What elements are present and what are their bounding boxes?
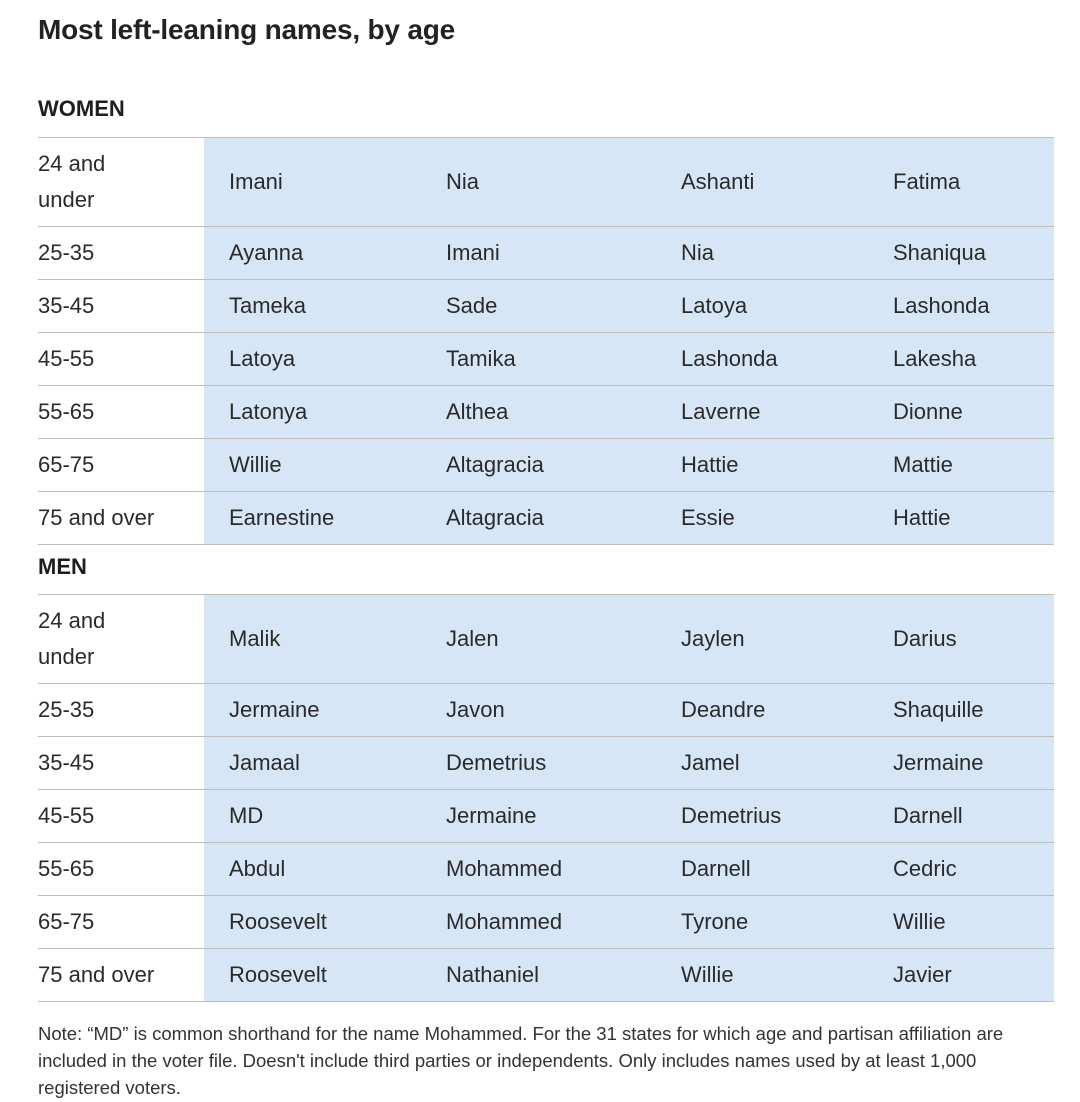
name-cell: Tyrone [681, 909, 749, 934]
name-cell: Jermaine [893, 750, 984, 775]
table-row [38, 895, 1054, 948]
name-cell: Tamika [446, 346, 516, 371]
name-cell: Sade [446, 293, 498, 318]
women-table [38, 137, 1054, 545]
name-cell: Shaniqua [893, 240, 986, 265]
table-row [38, 226, 1054, 279]
age-group-label: 24 and under [38, 608, 106, 669]
age-group-label: 24 and under [38, 151, 106, 212]
name-cell: Hattie [893, 505, 951, 530]
name-cell: Jaylen [681, 626, 745, 651]
age-group-label: 55-65 [38, 399, 95, 424]
name-cell: Imani [446, 240, 500, 265]
table-row [38, 137, 1054, 226]
name-cell: Mohammed [446, 856, 563, 881]
table-row [38, 683, 1054, 736]
name-cell: Lashonda [681, 346, 778, 371]
name-cell: Mohammed [446, 909, 563, 934]
name-cell: Jermaine [229, 697, 320, 722]
name-cell: Ashanti [681, 169, 755, 194]
name-cell: Javier [893, 962, 952, 987]
name-cell: Abdul [229, 856, 286, 881]
name-cell: Darnell [893, 803, 963, 828]
name-cell: MD [229, 803, 264, 828]
name-cell: Ayanna [229, 240, 304, 265]
name-cell: Jamel [681, 750, 740, 775]
chart-title: Most left-leaning names, by age [38, 14, 455, 45]
name-cell: Roosevelt [229, 962, 327, 987]
name-cell: Altagracia [446, 505, 544, 530]
name-cell: Hattie [681, 452, 739, 477]
name-cell: Nathaniel [446, 962, 539, 987]
name-cell: Willie [229, 452, 282, 477]
name-cell: Deandre [681, 697, 766, 722]
men-table [38, 594, 1054, 1002]
name-cell: Jamaal [229, 750, 300, 775]
name-cell: Nia [446, 169, 480, 194]
name-cell: Imani [229, 169, 283, 194]
age-group-label: 65-75 [38, 909, 95, 934]
age-group-label: 45-55 [38, 346, 95, 371]
name-cell: Essie [681, 505, 735, 530]
section-label-women: WOMEN [38, 96, 125, 121]
name-cell: Earnestine [229, 505, 335, 530]
age-group-label: 75 and over [38, 962, 155, 987]
name-cell: Darius [893, 626, 957, 651]
age-group-label: 35-45 [38, 293, 95, 318]
name-cell: Malik [229, 626, 281, 651]
table-row [38, 948, 1054, 1002]
age-group-label: 25-35 [38, 697, 95, 722]
table-row [38, 438, 1054, 491]
age-group-label: 25-35 [38, 240, 95, 265]
table-row [38, 736, 1054, 789]
name-cell: Shaquille [893, 697, 984, 722]
name-cell: Cedric [893, 856, 957, 881]
name-cell: Lakesha [893, 346, 977, 371]
name-cell: Althea [446, 399, 509, 424]
table-row [38, 385, 1054, 438]
table-row [38, 491, 1054, 545]
name-cell: Javon [446, 697, 505, 722]
name-cell: Laverne [681, 399, 761, 424]
table-row [38, 594, 1054, 683]
name-cell: Altagracia [446, 452, 544, 477]
age-group-label: 55-65 [38, 856, 95, 881]
name-cell: Demetrius [446, 750, 547, 775]
table-row [38, 842, 1054, 895]
name-cell: Mattie [893, 452, 953, 477]
name-cell: Jalen [446, 626, 499, 651]
table-row [38, 332, 1054, 385]
name-cell: Nia [681, 240, 715, 265]
name-cell: Willie [893, 909, 946, 934]
name-cell: Roosevelt [229, 909, 327, 934]
name-cell: Latoya [229, 346, 296, 371]
name-cell: Jermaine [446, 803, 537, 828]
name-cell: Tameka [229, 293, 307, 318]
name-cell: Fatima [893, 169, 961, 194]
table-row [38, 279, 1054, 332]
name-cell: Willie [681, 962, 734, 987]
section-label-men: MEN [38, 554, 87, 579]
name-cell: Lashonda [893, 293, 990, 318]
name-cell: Latoya [681, 293, 748, 318]
footnote: Note: “MD” is common shorthand for the name Mohammed. For the 31 states for which age and partisan affiliation are included in the voter file. Doesn't include third parties or independents. Only includes names used by at least 1,000 registered voters. [38, 1023, 1004, 1098]
age-group-label: 75 and over [38, 505, 155, 530]
name-cell: Dionne [893, 399, 963, 424]
name-cell: Darnell [681, 856, 751, 881]
name-cell: Demetrius [681, 803, 782, 828]
age-group-label: 65-75 [38, 452, 95, 477]
table-row [38, 789, 1054, 842]
age-group-label: 35-45 [38, 750, 95, 775]
name-cell: Latonya [229, 399, 308, 424]
age-group-label: 45-55 [38, 803, 95, 828]
